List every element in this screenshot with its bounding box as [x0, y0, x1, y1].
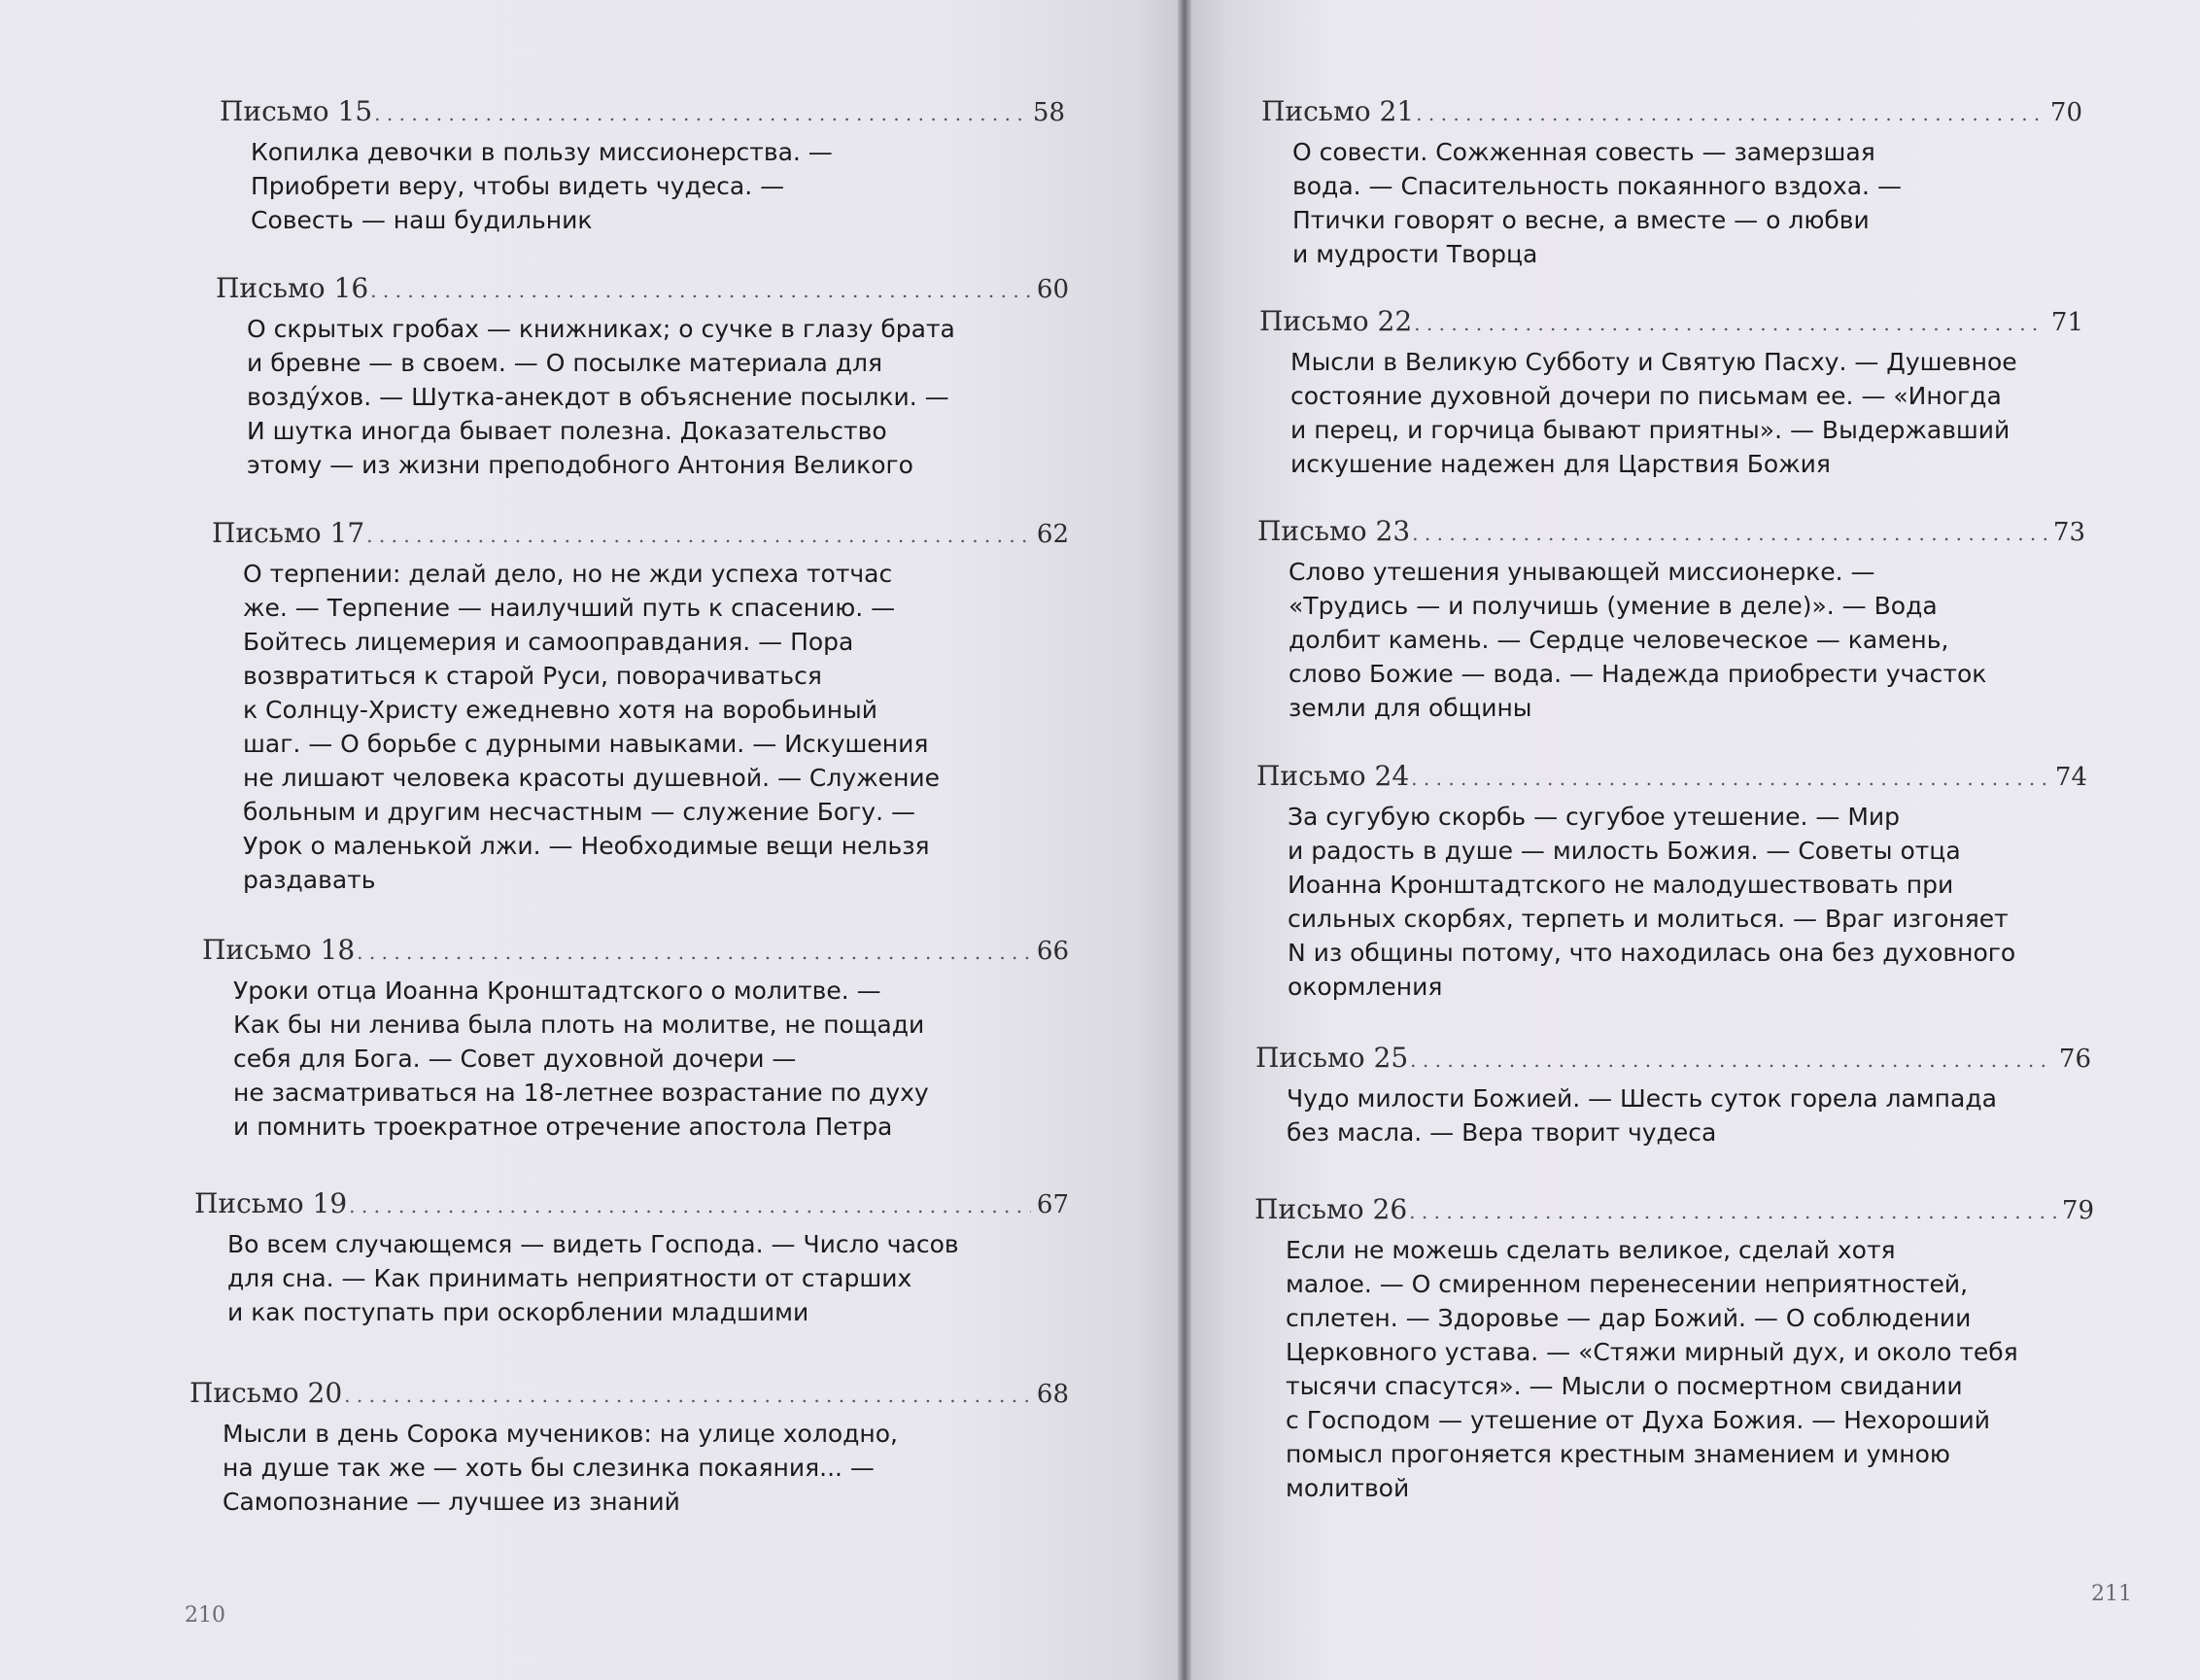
entry-description: Слово утешения унывающей миссионерке. — «Трудись — и получишь (умение в деле)». — Вода долбит камень. — Сердце человеческое — камень, слово Божие — вода. — Надежда приобрести участок земли для общины: [1289, 558, 1987, 722]
entry-page-number: 58: [1032, 98, 1065, 127]
entry-title: Письмо 23: [1257, 515, 1411, 547]
entry-page-number: 74: [2054, 763, 2087, 792]
entry-heading: [189, 1377, 1069, 1409]
entry-page-number: 67: [1036, 1190, 1069, 1219]
toc-entry: [189, 1377, 1069, 1519]
toc-entry: [1261, 95, 2082, 271]
entry-title: Письмо 19: [194, 1187, 348, 1219]
entry-heading: [202, 934, 1069, 966]
entry-title: Письмо 15: [220, 95, 373, 127]
dot-leader: [1416, 95, 2045, 127]
entry-heading: [1255, 1042, 2091, 1074]
entry-description: Чудо милости Божией. — Шесть суток горела лампада без масла. — Вера творит чудеса: [1287, 1084, 1997, 1147]
entry-page-number: 68: [1036, 1380, 1069, 1409]
entry-description: Уроки отца Иоанна Кронштадтского о молитве. — Как бы ни ленива была плоть на молитве, не пощади себя для Бога. — Совет духовной дочери — не засматриваться на 18-летнее возрастание по духу и помнить троекратное отречение апостола Петра: [233, 977, 929, 1141]
entry-description: О терпении: делай дело, но не жди успеха тотчас же. — Терпение — наилучший путь к спасению. — Бойтесь лицемерия и самооправдания. — Пора возвратиться к старой Руси, поворачиваться к Солнцу-Христу ежедневно хотя на воробьиный шаг. — О борьбе с дурными навыками. — Искушения не лишают человека красоты душевной. — Служение больным и другим несчастным — служение Богу. — Урок о маленькой лжи. — Необходимые вещи нельзя раздавать: [243, 560, 941, 894]
entry-title: Письмо 25: [1255, 1042, 1409, 1074]
entry-heading: [212, 517, 1069, 549]
dot-leader: [1414, 305, 2045, 337]
entry-page-number: 76: [2058, 1045, 2091, 1074]
page-number-footer: 210: [185, 1603, 225, 1628]
entry-heading: [1259, 305, 2083, 337]
entry-page-number: 66: [1036, 937, 1069, 966]
entry-description: Копилка девочки в пользу миссионерства. — Приобрети веру, чтобы видеть чудеса. — Совесть — наш будильник: [251, 138, 833, 234]
entry-description: Мысли в день Сорока мучеников: на улице холодно, на душе так же — хоть бы слезинка покаяния... — Самопознание — лучшее из знаний: [223, 1420, 898, 1516]
toc-entry: [1255, 1042, 2091, 1149]
entry-heading: [1256, 760, 2087, 792]
dot-leader: [349, 1187, 1031, 1219]
entry-page-number: 73: [2052, 518, 2085, 547]
dot-leader: [1410, 1042, 2053, 1074]
entry-page-number: 71: [2050, 308, 2083, 337]
entry-description: Если не можешь сделать великое, сделай хотя малое. — О смиренном перенесении неприятностей, сплетен. — Здоровье — дар Божий. — О соблюдении Церковного устава. — «Стяжи мирный дух, и около тебя тысячи спасутся». — Мысли о посмертном свидании с Господом — утешение от Духа Божия. — Нехороший помысл прогоняется крестным знамением и умною молитвой: [1286, 1236, 2018, 1502]
toc-entry: [1256, 760, 2087, 1004]
entry-description: Мысли в Великую Субботу и Святую Пасху. — Душевное состояние духовной дочери по письмам ее. — «Иногда и перец, и горчица бывают приятны». — Выдержавший искушение надежен для Царствия Божия: [1290, 348, 2017, 478]
entry-description: О совести. Сожженная совесть — замерзшая вода. — Спасительность покаянного вздоха. — Птички говорят о весне, а вместе — о любви и мудрости Творца: [1292, 138, 1902, 268]
entry-page-number: 62: [1036, 520, 1069, 549]
entry-page-number: 60: [1036, 275, 1069, 304]
dot-leader: [370, 272, 1031, 304]
toc-entry: [220, 95, 1065, 237]
entry-description: За сугубую скорбь — сугубое утешение. — Мир и радость в душе — милость Божия. — Советы отца Иоанна Кронштадтского не малодушествовать при сильных скорбях, терпеть и молиться. — Враг изгоняет N из общины потому, что находилась она без духовного окормления: [1288, 803, 2016, 1001]
toc-entry: [194, 1187, 1069, 1329]
toc-entry: [202, 934, 1069, 1144]
entry-page-number: 70: [2049, 98, 2082, 127]
entry-title: Письмо 20: [189, 1377, 343, 1409]
dot-leader: [1412, 515, 2047, 547]
entry-heading: [1257, 515, 2085, 547]
entry-title: Письмо 26: [1255, 1193, 1408, 1225]
toc-entry: [1257, 515, 2085, 725]
entry-title: Письмо 17: [212, 517, 365, 549]
page-number-footer: 211: [2091, 1582, 2132, 1606]
entry-heading: [1261, 95, 2082, 127]
toc-entry: [1259, 305, 2083, 481]
entry-heading: [194, 1187, 1069, 1219]
entry-heading: [216, 272, 1069, 304]
entry-page-number: 79: [2061, 1196, 2094, 1225]
entry-title: Письмо 24: [1256, 760, 1410, 792]
dot-leader: [1411, 760, 2049, 792]
entry-title: Письмо 21: [1261, 95, 1415, 127]
entry-description: Во всем случающемся — видеть Господа. — Число часов для сна. — Как принимать неприятности от старших и как поступать при оскорблении младшими: [227, 1230, 959, 1326]
toc-entry: [1255, 1193, 2094, 1505]
entry-heading: [1255, 1193, 2094, 1225]
dot-leader: [1409, 1193, 2056, 1225]
dot-leader: [357, 934, 1031, 966]
entry-title: Письмо 22: [1259, 305, 1413, 337]
entry-description: О скрытых гробах — книжниках; о сучке в глазу брата и бревне — в своем. — О посылке материала для воздýхов. — Шутка-анекдот в объяснение посылки. — И шутка иногда бывает полезна. Доказательство этому — из жизни преподобного Антония Великого: [247, 315, 955, 479]
entry-heading: [220, 95, 1065, 127]
toc-entry: [216, 272, 1069, 482]
book-gutter: [1178, 0, 1191, 1680]
dot-leader: [344, 1377, 1031, 1409]
dot-leader: [366, 517, 1031, 549]
dot-leader: [374, 95, 1027, 127]
entry-title: Письмо 18: [202, 934, 356, 966]
entry-title: Письмо 16: [216, 272, 369, 304]
toc-entry: [212, 517, 1069, 897]
